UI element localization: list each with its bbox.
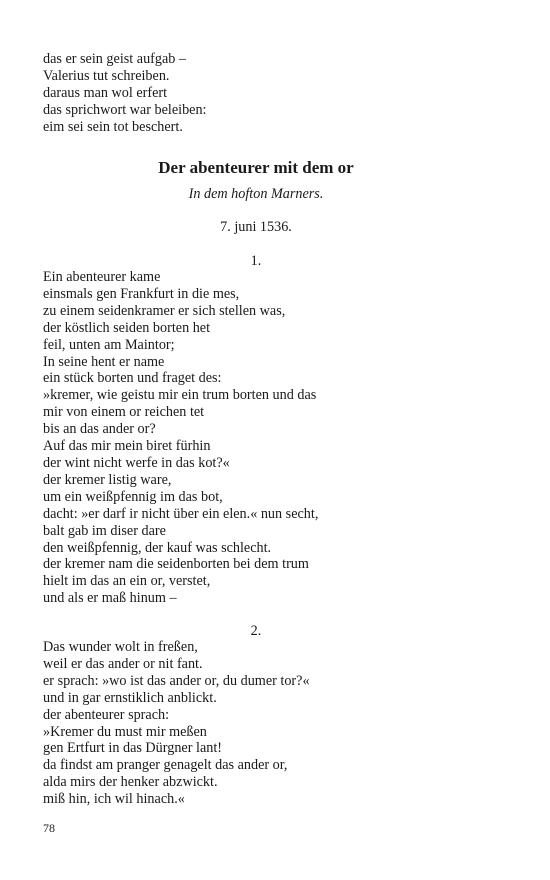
verse-line: »Kremer du must mir meßen xyxy=(43,723,207,740)
verse-line: und in gar ernstiklich anblickt. xyxy=(43,689,217,706)
verse-line: alda mirs der henker abzwickt. xyxy=(43,774,218,791)
verse-line: dacht: »er darf ir nicht über ein elen.« nun secht, xyxy=(43,505,319,522)
verse-line: feil, unten am Maintor; xyxy=(43,336,175,353)
verse-line: balt gab im diser dare xyxy=(43,522,166,539)
verse-line: das er sein geist aufgab – xyxy=(43,51,187,67)
verse-line: der wint nicht werfe in das kot?« xyxy=(43,454,230,471)
poem-date: 7. juni 1536. xyxy=(220,219,292,235)
verse-line: ein stück borten und fraget des: xyxy=(43,370,222,387)
verse-line: eim sei sein tot beschert. xyxy=(43,118,183,135)
verse-line: er sprach: »wo ist das ander or, du dumer tor?« xyxy=(43,672,310,689)
page-number: 78 xyxy=(43,821,55,835)
verse-line: hielt im das an ein or, verstet, xyxy=(43,573,211,590)
verse-line: der kremer nam die seidenborten bei dem trum xyxy=(43,556,309,573)
verse-line: den weißpfennig, der kauf was schlecht. xyxy=(43,539,272,556)
verse-line: mir von einem or reichen tet xyxy=(43,404,205,421)
verse-line: um ein weißpfennig im das bot, xyxy=(43,488,223,505)
verse-line: der kremer listig ware, xyxy=(43,471,172,488)
verse-line: zu einem seidenkramer er sich stellen was, xyxy=(43,302,286,319)
verse-line: Valerius tut schreiben. xyxy=(43,67,170,84)
stanza-number: 2. xyxy=(250,623,262,639)
verse-line: »kremer, wie geistu mir ein trum borten und das xyxy=(43,387,317,404)
verse-line: und als er maß hinum – xyxy=(43,590,177,607)
verse-line: bis an das ander or? xyxy=(43,421,156,438)
verse-line: einsmals gen Frankfurt in die mes, xyxy=(43,285,240,302)
verse-line: der abenteurer sprach: xyxy=(43,706,170,723)
stanza-number: 1. xyxy=(250,253,262,269)
intro-verse xyxy=(43,51,363,136)
verse-line: daraus man wol erfert xyxy=(43,84,168,101)
verse-line: weil er das ander or nit fant. xyxy=(43,655,203,672)
verse-line: das sprichwort war beleiben: xyxy=(43,101,207,118)
verse-line: Auf das mir mein biret fürhin xyxy=(43,438,211,455)
stanza xyxy=(43,639,363,808)
verse-line: Das wunder wolt in freßen, xyxy=(43,639,198,655)
verse-line: der köstlich seiden borten het xyxy=(43,319,211,336)
verse-line: Ein abenteurer kame xyxy=(43,269,161,285)
verse-line: In seine hent er name xyxy=(43,353,165,370)
verse-line: gen Ertfurt in das Dürgner lant! xyxy=(43,740,222,757)
poem-subtitle: In dem hofton Marners. xyxy=(188,186,324,202)
verse-line: miß hin, ich wil hinach.« xyxy=(43,791,185,808)
stanza xyxy=(43,269,363,607)
verse-line: da findst am pranger genagelt das ander or, xyxy=(43,757,288,774)
poem-title: Der abenteurer mit dem or xyxy=(158,158,354,177)
